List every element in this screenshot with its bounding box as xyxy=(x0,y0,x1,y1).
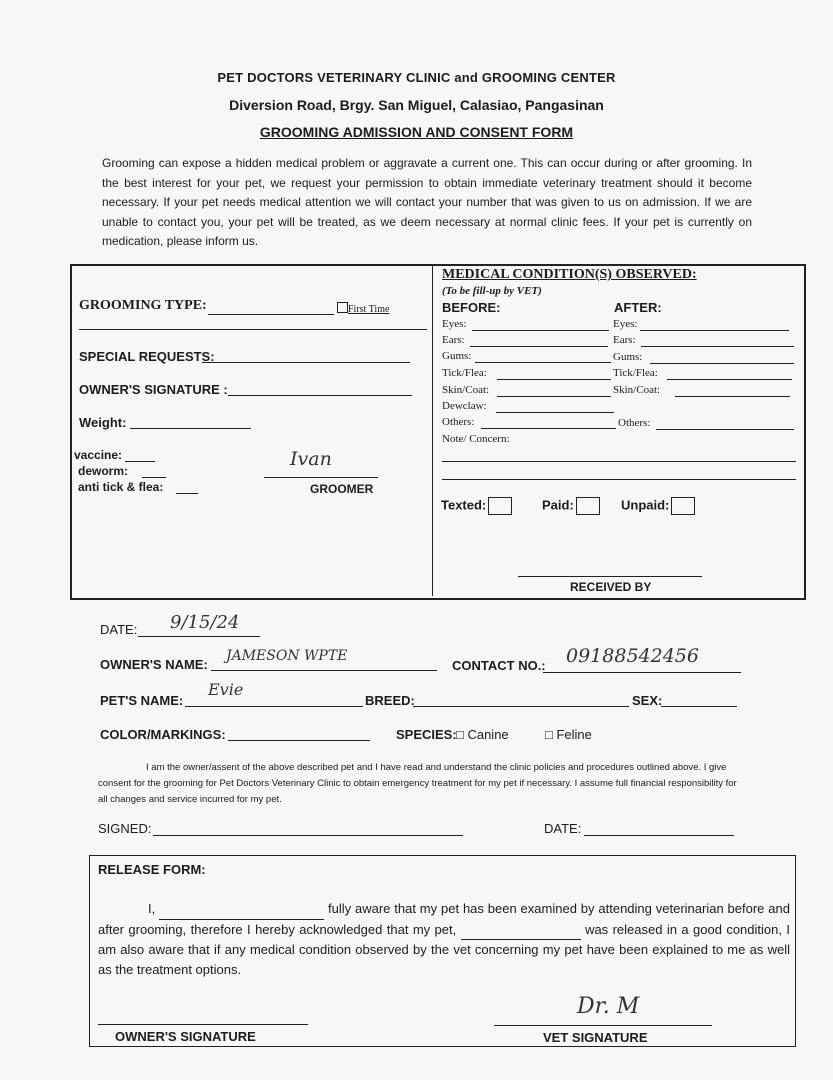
anti-tick-field[interactable] xyxy=(176,493,198,494)
before-item-label: Gums: xyxy=(442,350,472,362)
unpaid-checkbox[interactable] xyxy=(671,497,695,515)
pet-name-label: PET'S NAME: xyxy=(100,693,184,708)
groomer-line[interactable] xyxy=(264,477,378,478)
weight-label: Weight: xyxy=(79,415,127,430)
consent-paragraph xyxy=(98,760,748,808)
before-item-label: Tick/Flea: xyxy=(442,367,487,379)
owner-name-label: OWNER'S NAME: xyxy=(100,657,208,672)
anti-tick-label: anti tick & flea: xyxy=(78,480,164,494)
deworm-label: deworm: xyxy=(78,464,129,478)
texted-field[interactable] xyxy=(441,497,512,515)
release-name-field[interactable] xyxy=(159,899,324,920)
box-divider xyxy=(432,266,433,596)
before-item-label: Eyes: xyxy=(442,318,467,330)
color-field[interactable] xyxy=(228,740,370,741)
special-requests-label: SPECIAL REQUESTS: xyxy=(79,349,215,364)
after-item-field[interactable] xyxy=(640,330,789,331)
after-item-field[interactable] xyxy=(650,363,794,364)
owner-name-field[interactable] xyxy=(211,670,437,671)
before-item-field[interactable] xyxy=(496,412,614,413)
medical-subtitle: (To be fill-up by VET) xyxy=(442,285,542,297)
note-label: Note/ Concern: xyxy=(442,433,510,445)
vaccine-label: vaccine: xyxy=(74,448,123,462)
breed-label: BREED: xyxy=(365,693,415,708)
signed-label: SIGNED: xyxy=(98,821,152,836)
before-item-field[interactable] xyxy=(497,379,611,380)
before-label: BEFORE: xyxy=(442,300,501,315)
after-item-field[interactable] xyxy=(641,346,794,347)
consent-text: I am the owner/assent of the above described pet and I have read and understand the clinic policies and procedures outlined above. I give consent for the grooming for Pet Doctors Veterinary Clinic to obtain emergency treatment for my pet if necessary. I assume full financial responsibility for all changes and service incurred for my pet. xyxy=(98,762,737,805)
release-text-1: fully aware that my pet has been examined by attending veterinarian before and after grooming, therefore I hereby acknowledged that my pet, xyxy=(98,901,790,937)
intro-paragraph: Grooming can expose a hidden medical problem or aggravate a current one. This can occur during or after grooming. In the best interest for your pet, we request your permission to obtain immediate veterinary treatment should it become necessary. If your pet needs medical attention we will contact your number that was given to us on admission. If we are unable to contact you, your pet will be treated, as we deem necessary at normal clinic fees. If your pet is currently on medication, please inform us. xyxy=(102,156,752,248)
color-label: COLOR/MARKINGS: xyxy=(100,727,226,742)
grooming-type-field[interactable] xyxy=(208,314,334,315)
texted-label: Texted: xyxy=(441,497,487,513)
received-by-line[interactable] xyxy=(518,576,702,577)
canine-option[interactable]: □ Canine xyxy=(456,727,509,742)
breed-field[interactable] xyxy=(413,706,629,707)
clinic-address: Diversion Road, Brgy. San Miguel, Calasiao, Pangasinan xyxy=(229,97,604,113)
after-item-field[interactable] xyxy=(667,379,792,380)
sex-label: SEX: xyxy=(632,693,663,708)
medical-title: MEDICAL CONDITION(S) OBSERVED: xyxy=(442,267,697,282)
unpaid-field[interactable] xyxy=(621,497,695,515)
after-label: AFTER: xyxy=(614,300,662,315)
before-item-label: Dewclaw: xyxy=(442,400,487,412)
after-item-label: Skin/Coat: xyxy=(613,384,661,396)
pet-name-field[interactable] xyxy=(185,706,363,707)
note-line-2[interactable] xyxy=(442,479,796,480)
before-item-label: Others: xyxy=(442,416,475,428)
before-item-label: Skin/Coat: xyxy=(442,384,490,396)
release-title: RELEASE FORM: xyxy=(98,862,206,877)
consent-date-label: DATE: xyxy=(544,821,582,836)
vet-signature-line[interactable] xyxy=(494,1025,712,1026)
grooming-type-field-2[interactable] xyxy=(79,329,427,330)
release-i: I, xyxy=(148,901,156,916)
unpaid-label: Unpaid: xyxy=(621,497,670,513)
vet-signature-caption: VET SIGNATURE xyxy=(543,1030,648,1045)
release-pet-field[interactable] xyxy=(461,920,581,941)
before-item-field[interactable] xyxy=(475,362,611,363)
consent-date-field[interactable] xyxy=(584,835,734,836)
paid-field[interactable] xyxy=(542,497,600,515)
deworm-field[interactable] xyxy=(142,477,166,478)
owner-signature-field[interactable] xyxy=(228,395,412,396)
before-item-field[interactable] xyxy=(472,330,609,331)
first-time-checkbox[interactable] xyxy=(337,302,389,315)
release-paragraph xyxy=(98,899,790,979)
sex-field[interactable] xyxy=(661,706,737,707)
date-label: DATE: xyxy=(100,622,138,637)
vet-signature-value: Dr. M xyxy=(577,994,640,1019)
after-item-label: Gums: xyxy=(613,351,643,363)
texted-checkbox[interactable] xyxy=(488,497,512,515)
before-item-label: Ears: xyxy=(442,334,465,346)
after-item-label: Tick/Flea: xyxy=(613,367,658,379)
grooming-box xyxy=(70,264,806,600)
after-item-field[interactable] xyxy=(675,396,790,397)
date-value: 9/15/24 xyxy=(170,612,240,633)
feline-option[interactable]: □ Feline xyxy=(545,727,592,742)
signed-field[interactable] xyxy=(153,835,463,836)
groomer-signature: Ivan xyxy=(290,448,332,470)
after-item-label: Others: xyxy=(618,417,651,429)
note-line-1[interactable] xyxy=(442,461,796,462)
vaccine-field[interactable] xyxy=(125,461,155,462)
owner-signature-caption: OWNER'S SIGNATURE xyxy=(115,1029,256,1044)
groomer-label: GROOMER xyxy=(310,482,374,496)
owner-signature-label: OWNER'S SIGNATURE : xyxy=(79,382,228,397)
weight-field[interactable] xyxy=(130,428,251,429)
release-text-2: was released in a good condition, I am also aware that if any medical condition observed by the vet concerning my pet have been explained to me as well as the treatment options. xyxy=(98,921,790,977)
paid-checkbox[interactable] xyxy=(576,497,600,515)
owner-name-value: JAMESON WPTE xyxy=(226,648,348,664)
after-item-field[interactable] xyxy=(656,429,794,430)
received-by-label: RECEIVED BY xyxy=(570,580,652,594)
species-label: SPECIES: xyxy=(396,727,457,742)
contact-label: CONTACT NO.: xyxy=(452,658,546,673)
clinic-name: PET DOCTORS VETERINARY CLINIC and GROOMING CENTER xyxy=(217,70,616,85)
date-field[interactable] xyxy=(138,636,260,637)
after-item-label: Ears: xyxy=(613,334,636,346)
first-time-label: First Time xyxy=(348,304,390,315)
before-item-field[interactable] xyxy=(497,396,611,397)
before-item-field[interactable] xyxy=(481,428,616,429)
grooming-type-label: GROOMING TYPE: xyxy=(79,298,207,313)
before-item-field[interactable] xyxy=(470,346,608,347)
owner-signature-line[interactable] xyxy=(98,1024,308,1025)
pet-name-value: Evie xyxy=(208,680,244,699)
checkbox-icon[interactable] xyxy=(337,302,348,313)
contact-field[interactable] xyxy=(543,672,741,673)
paid-label: Paid: xyxy=(542,497,574,513)
form-title: GROOMING ADMISSION AND CONSENT FORM xyxy=(259,124,574,140)
after-item-label: Eyes: xyxy=(613,318,638,330)
contact-value: 09188542456 xyxy=(566,645,699,667)
special-requests-field[interactable] xyxy=(202,362,410,363)
